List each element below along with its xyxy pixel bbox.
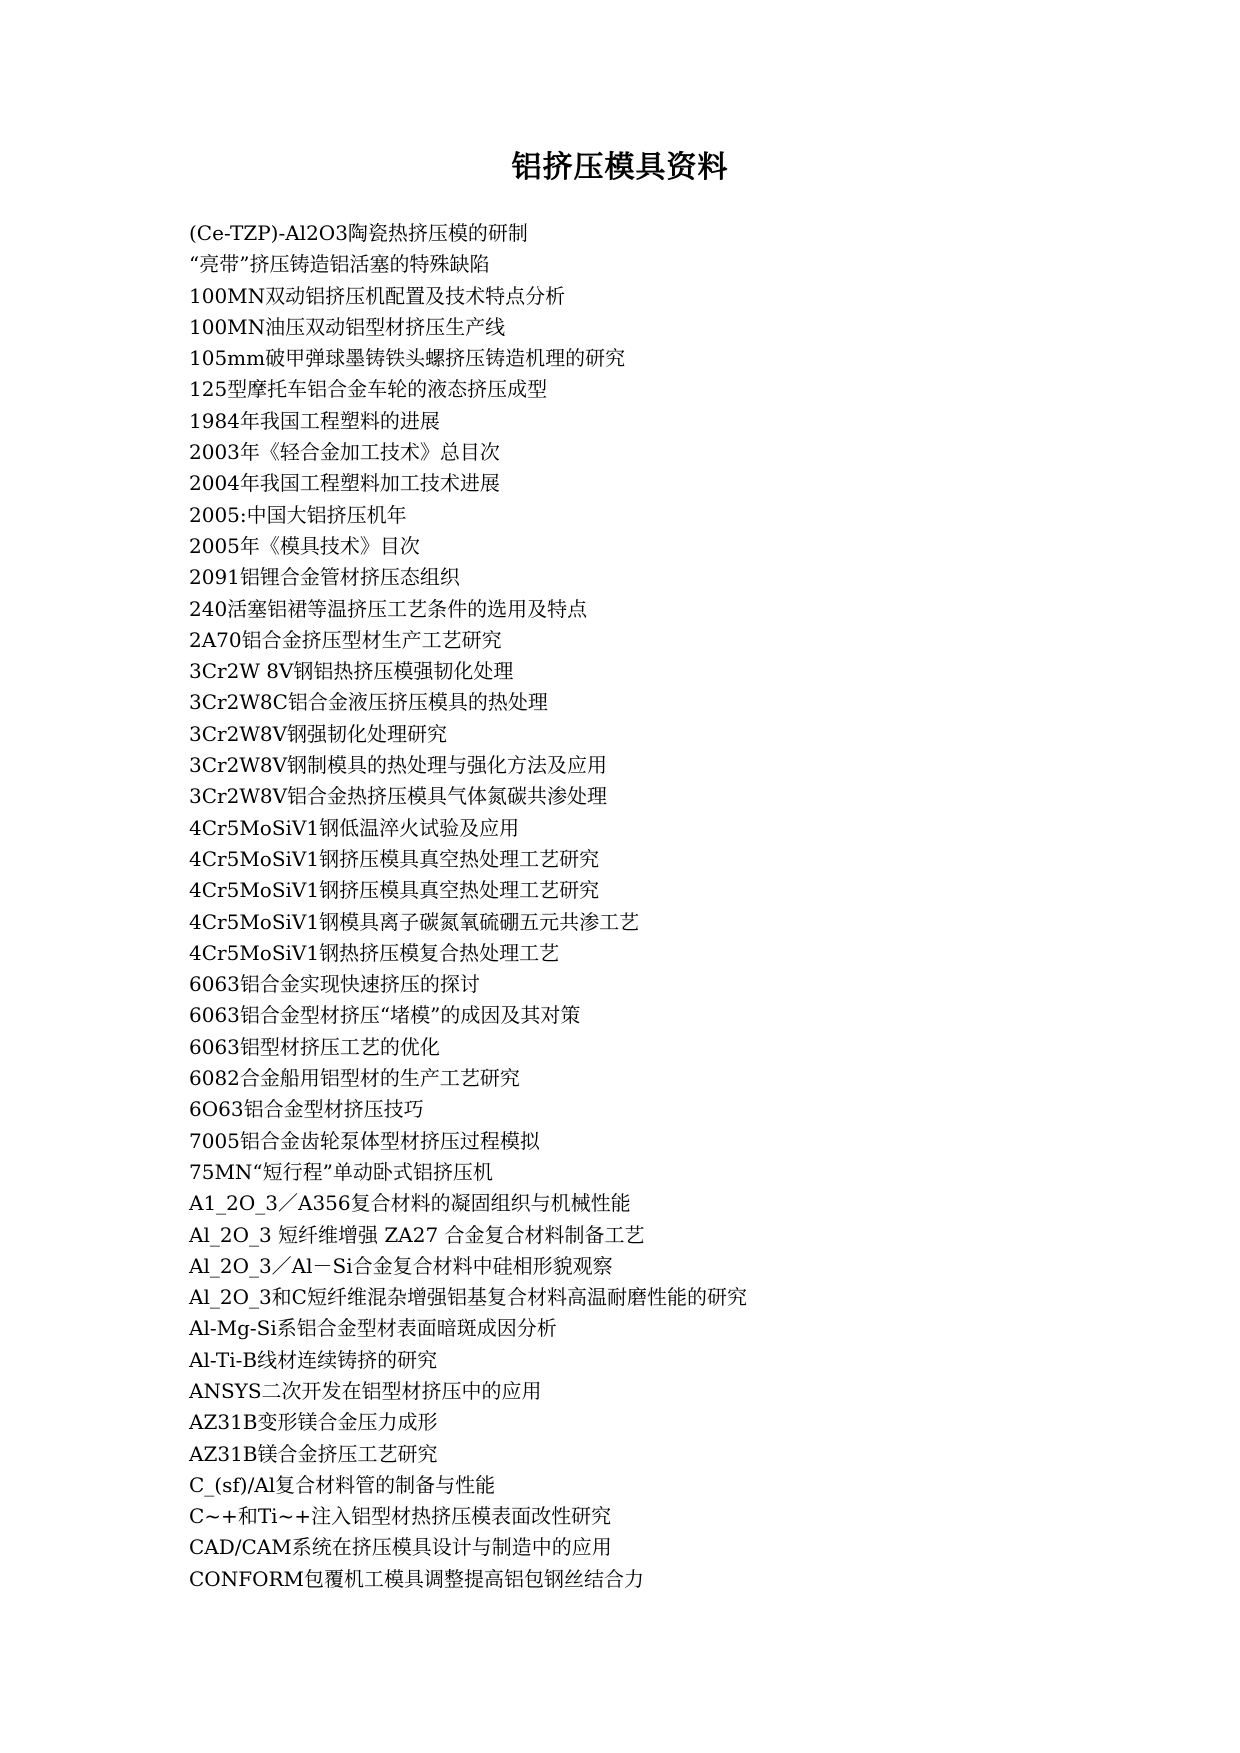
list-item: ANSYS二次开发在铝型材挤压中的应用	[189, 1378, 542, 1403]
list-item: 3Cr2W8V钢制模具的热处理与强化方法及应用	[189, 753, 608, 778]
list-item: 6063铝合金型材挤压“堵模”的成因及其对策	[189, 1003, 581, 1028]
list-item: 2005年《模具技术》目次	[189, 533, 420, 558]
list-item: 2005:中国大铝挤压机年	[189, 502, 407, 527]
list-item: Al-Ti-B线材连续铸挤的研究	[189, 1347, 438, 1372]
list-item: 4Cr5MoSiV1钢低温淬火试验及应用	[189, 815, 520, 840]
list-item: 2A70铝合金挤压型材生产工艺研究	[189, 627, 502, 652]
list-item: C~+和Ti~+注入铝型材热挤压模表面改性研究	[189, 1504, 612, 1529]
list-item: CONFORM包覆机工模具调整提高铝包钢丝结合力	[189, 1566, 645, 1591]
list-item: C_(sf)/Al复合材料管的制备与性能	[189, 1472, 496, 1497]
list-item: 100MN双动铝挤压机配置及技术特点分析	[189, 283, 566, 308]
list-item: CAD/CAM系统在挤压模具设计与制造中的应用	[189, 1535, 612, 1560]
list-item: Al_2O_3／Al－Si合金复合材料中硅相形貌观察	[189, 1253, 613, 1278]
list-item: 6082合金船用铝型材的生产工艺研究	[189, 1066, 520, 1091]
list-item: 105mm破甲弹球墨铸铁头螺挤压铸造机理的研究	[189, 346, 626, 371]
list-item: 6O63铝合金型材挤压技巧	[189, 1097, 424, 1122]
list-item: 3Cr2W8V钢强韧化处理研究	[189, 721, 448, 746]
list-item: (Ce-TZP)-Al2O3陶瓷热挤压模的研制	[189, 221, 528, 245]
list-item: 7005铝合金齿轮泵体型材挤压过程模拟	[189, 1128, 540, 1153]
list-item: 3Cr2W8C铝合金液压挤压模具的热处理	[189, 690, 548, 715]
list-item: 1984年我国工程塑料的进展	[189, 408, 440, 433]
list-item: 100MN油压双动铝型材挤压生产线	[189, 314, 506, 339]
list-item: 6063铝合金实现快速挤压的探讨	[189, 972, 480, 997]
list-item: 3Cr2W8V铝合金热挤压模具气体氮碳共渗处理	[189, 784, 608, 809]
list-item: 6063铝型材挤压工艺的优化	[189, 1034, 440, 1059]
list-item: 240活塞铝裙等温挤压工艺条件的选用及特点	[189, 596, 588, 621]
list-item: Al_2O_3和C短纤维混杂增强铝基复合材料高温耐磨性能的研究	[189, 1285, 747, 1310]
list-item: 2091铝锂合金管材挤压态组织	[189, 565, 460, 590]
list-item: Al-Mg-Si系铝合金型材表面暗斑成因分析	[189, 1316, 557, 1341]
list-item: 4Cr5MoSiV1钢挤压模具真空热处理工艺研究	[189, 878, 600, 903]
list-item: Al_2O_3 短纤维增强 ZA27 合金复合材料制备工艺	[189, 1222, 645, 1247]
list-item: 2004年我国工程塑料加工技术进展	[189, 471, 500, 496]
list-item: AZ31B变形镁合金压力成形	[189, 1410, 438, 1435]
list-item: A1_2O_3／A356复合材料的凝固组织与机械性能	[189, 1191, 631, 1216]
list-item: 4Cr5MoSiV1钢挤压模具真空热处理工艺研究	[189, 846, 600, 871]
list-item: AZ31B镁合金挤压工艺研究	[189, 1441, 438, 1466]
list-item: 75MN“短行程”单动卧式铝挤压机	[189, 1159, 493, 1184]
list-item: 125型摩托车铝合金车轮的液态挤压成型	[189, 377, 548, 402]
entry-list	[189, 218, 1149, 1595]
list-item: 3Cr2W 8V钢铝热挤压模强韧化处理	[189, 659, 514, 684]
list-item: “亮带”挤压铸造铝活塞的特殊缺陷	[189, 252, 490, 277]
list-item: 4Cr5MoSiV1钢热挤压模复合热处理工艺	[189, 940, 560, 965]
document-title: 铝挤压模具资料	[511, 150, 729, 185]
list-item: 4Cr5MoSiV1钢模具离子碳氮氧硫硼五元共渗工艺	[189, 909, 640, 934]
list-item: 2003年《轻合金加工技术》总目次	[189, 440, 500, 465]
